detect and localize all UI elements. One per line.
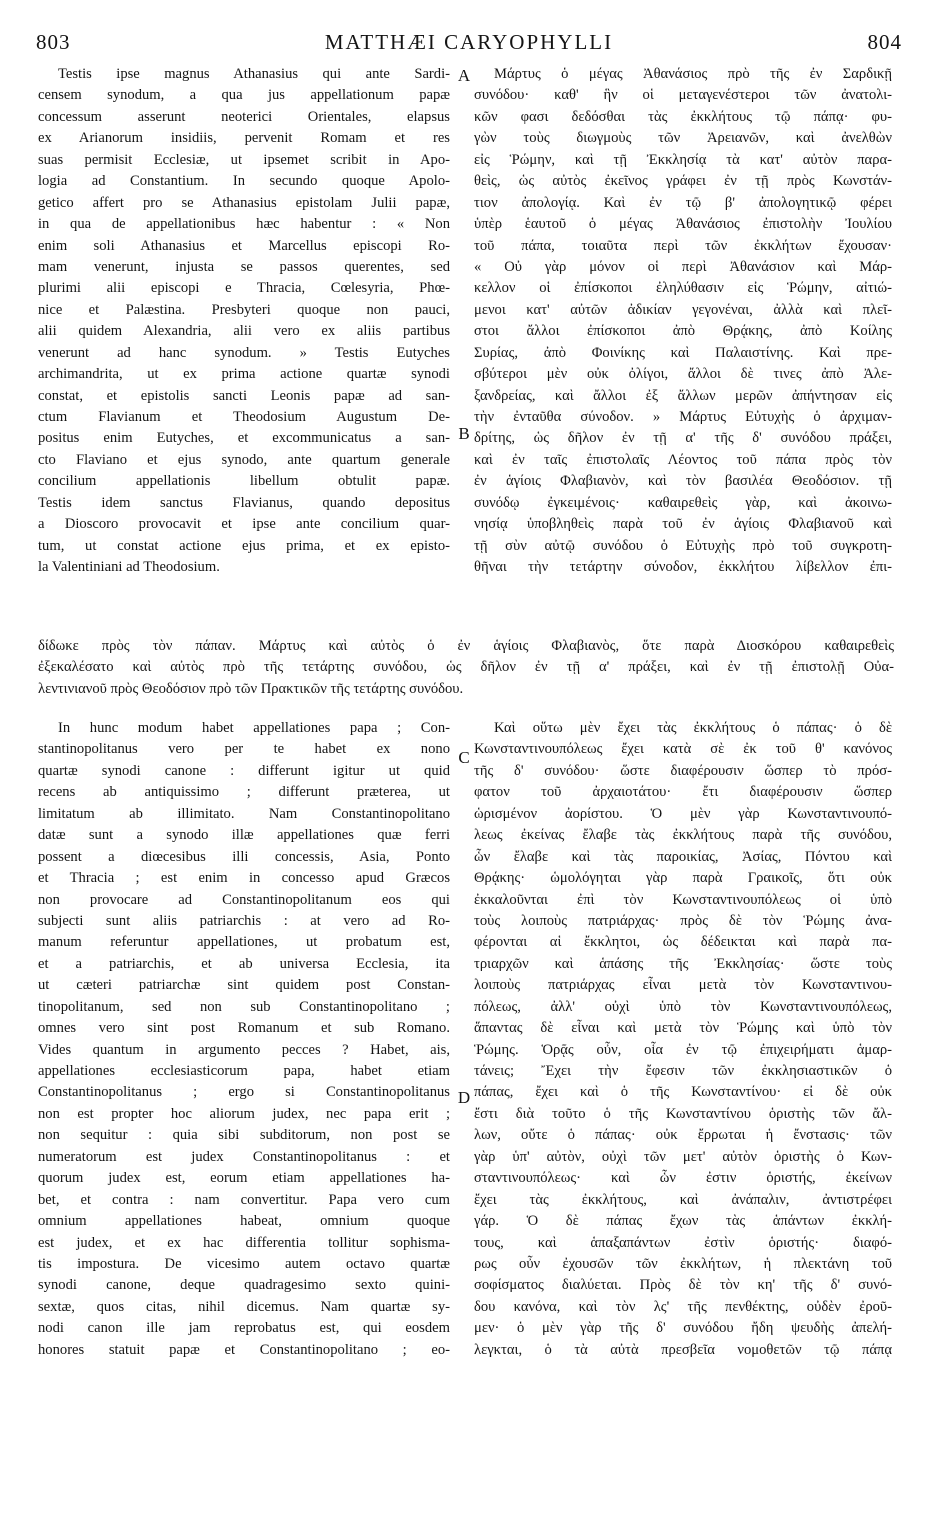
text-line: ἔχει τὰς ἐκκλήτους, καὶ ἀνάπαλιν, ἀντιστρέφει — [474, 1191, 892, 1208]
text-line: non sequitur : quia sibi subditorum, non post se — [38, 1127, 450, 1144]
text-line: θῆναι τὴν τετάρτην σύνοδον, ἐκκλήτου λίβελλον ἐπι- — [474, 559, 892, 576]
text-line: ut cæteri patriarchæ sint quidem post Constan- — [38, 977, 450, 994]
text-line: τὴν ἐνταῦθα σύνοδον. » Μάρτυς Εὐτυχὴς ὁ ἀρχιμαν- — [474, 409, 892, 425]
text-line: la Valentiniani ad Theodosium. — [38, 559, 220, 576]
text-line: concessum asserunt neoterici Orientales, elapsus — [38, 108, 450, 125]
text-line: ρως οὖν ἐχουσῶν τῶν ἐκκλήτων, ἡ πλεκτάνη τοῦ — [474, 1255, 892, 1272]
text-line: συνόδῳ ἐγκειμένοις· καθαιρεθεὶς γὰρ, καὶ ἀκοινω- — [474, 494, 892, 511]
text-line: καὶ ἐν ταῖς ἐπιστολαῖς Λέοντος τοῦ πάπα πρὸς τὸν — [474, 451, 892, 468]
text-line: φέρονται αἱ ἔκκλητοι, ὡς δέδεικται καὶ παρὰ πα- — [474, 934, 892, 951]
text-line: σβύτεροι μὲν οὐκ ὀλίγοι, ἄλλοι δὲ τινες ἀπὸ Ἀλε- — [474, 366, 892, 383]
text-line: φατον τοῦ ἀρχαιοτάτου· ἔτι διαφέρουσιν ὥσπερ — [474, 784, 892, 801]
text-line: tis impostura. De vicesimo autem octavo quartæ — [38, 1255, 450, 1272]
text-line: τοῦ πάπα, τοιαῦτα περὶ τῶν ἐκκλήτων ἔχουσαν· — [474, 237, 892, 254]
text-line: non est propter hoc aliorum judex, nec papa erit ; — [38, 1105, 450, 1122]
text-line: ἅπαντας δὲ εἶναι καὶ μετὰ τὸν Ῥώμης καὶ ὑπὸ τὸν — [474, 1020, 892, 1037]
text-line: a Dioscoro provocavit et ipse ante concilium quar- — [38, 516, 450, 533]
text-line: λεως ἐκείνας ἔλαβε τὰς ἐκκλήτους παρὰ τῆς συνόδου, — [474, 827, 892, 844]
text-line: venerunt ad hanc synodum. » Testis Eutyches — [38, 344, 450, 361]
text-line: σοφίσματος διαλύεται. Πρὸς δὲ τὸν κη' τῆς δ' συνό- — [474, 1277, 892, 1294]
text-line: positus enim Eutyches, et excommunicatus a san- — [38, 430, 450, 447]
text-line: manum referuntur appellationes, ut probatum est, — [38, 934, 450, 951]
text-line: omnes vero sint post Romanum et sub Romano. — [38, 1020, 450, 1037]
text-line: appellationes ecclesiasticorum papa, habet etiam — [38, 1063, 450, 1079]
text-line: concilium appellationis libellum obtulit papæ. — [38, 473, 450, 490]
text-line: τῆς δ' συνόδου· ὥστε διαφέρουσιν ὥσπερ τὸ πρόσ- — [474, 762, 892, 779]
page-header — [36, 30, 902, 58]
margin-marker-c: C — [458, 748, 470, 767]
text-line: sextæ, quos citas, nihil dicemus. Nam quartæ sy- — [38, 1298, 450, 1315]
text-line: Testis idem sanctus Flavianus, quando depositus — [38, 494, 450, 511]
text-line: τοὺς λοιποὺς πατριάρχας· πρὸς δὲ τὸν Ῥώμης ἀνα- — [474, 912, 892, 929]
text-line: censem synodum, a qua jus appellationum papæ — [38, 87, 450, 104]
text-line: non provocare ad Constantinopolitanum eos qui — [38, 891, 450, 908]
running-title: MATTHÆI CARYOPHYLLI — [324, 30, 614, 54]
text-line: τους, καὶ ἁπαξαπάντων ἐστὶν ὁριστής· διαφό- — [474, 1234, 892, 1251]
margin-marker-b: B — [458, 424, 470, 443]
text-line: synodi canone, deque quadragesimo sexto quini- — [38, 1277, 450, 1294]
text-line: Συρίας, ἀπὸ Φοινίκης καὶ Παλαιστίνης. Καὶ πρε- — [474, 344, 892, 361]
text-line: συνόδου· καθ' ἣν οἱ μεταγενέστεροι τῶν ἀνατολι- — [474, 87, 892, 104]
text-line: ὧν ἔλαβε καὶ τὰς παροικίας, Ἀσίας, Πόντου καὶ — [474, 848, 892, 865]
text-line: ξανδρείας, καὶ ἄλλοι ἐξ ἄλλων μερῶν ἀπήντησαν εἰς — [474, 387, 892, 404]
text-line: Μάρτυς ὁ μέγας Ἀθανάσιος πρὸ τῆς ἐν Σαρδικῇ — [494, 66, 892, 82]
right-page-number: 804 — [867, 30, 902, 54]
text-line: Κωνσταντινουπόλεως ἔχει κατὰ σὲ ἐκ τοῦ θ' κανόνος — [474, 741, 892, 758]
text-line: Vides quantum in argumento pecces ? Habet, ais, — [38, 1041, 450, 1058]
text-line: datæ sunt a synodo illæ appellationes quæ ferri — [38, 827, 450, 844]
text-line: λεντινιανοῦ πρὸς Θεοδόσιον πρὸ τῶν Πρακτικῶν τῆς τετάρτης συνόδου. — [38, 680, 464, 697]
text-line: quorum judex est, eorum etiam appellationes ha- — [38, 1170, 450, 1187]
text-line: δου κανόνα, καὶ τὸν λς' τῆς πενθέκτης, οὐδὲν ἐροῦ- — [474, 1298, 892, 1315]
margin-marker-a: A — [457, 66, 471, 85]
text-line: Testis ipse magnus Athanasius qui ante Sardi- — [58, 66, 450, 82]
text-line: πάπας, ἔχει καὶ ὁ τῆς Κωνσταντίνου· εἰ δὲ οὐκ — [474, 1084, 892, 1101]
text-line: tum, ut constat actione ejus prima, et ex episto- — [38, 537, 450, 554]
text-line: Θρᾴκης· ὡμολόγηται γὰρ παρὰ Γραικοῖς, ὅτι οὐκ — [474, 870, 892, 887]
text-line: νησίᾳ ὑποβληθεὶς παρὰ τοῦ ἐν ἁγίοις Φλαβιανοῦ καὶ — [474, 516, 892, 533]
text-line: ctum Flavianum et Theodosium Augustum De- — [38, 409, 450, 425]
text-line: κῶν φασι δεδόσθαι τὰς ἐκκλήτους τῷ πάπᾳ· φυ- — [474, 108, 892, 125]
text-line: omnium appellationes habeat, omnium quoque — [38, 1213, 450, 1230]
text-line: In hunc modum habet appellationes papa ; Con- — [58, 720, 450, 736]
text-line: θεὶς, ὡς αὐτὸς ἐκεῖνος γράφει ἐν τῇ πρὸς Κωνστάν- — [474, 173, 892, 190]
text-line: tinopolitanum, sed non sub Constantinopolitano ; — [38, 998, 450, 1015]
text-line: κελλον οἱ ἐπίσκοποι ἐληλύθασιν εἰς Ῥώμην, αἰτιώ- — [474, 280, 892, 297]
text-line: στοι ἄλλοι ἐπίσκοποι ἀπὸ Θρᾴκης, ἀπὸ Κοίλης — [474, 323, 892, 340]
greek-spanning-paragraph — [38, 636, 894, 700]
text-line: cto Flaviano et ejus synodo, ante quartum generale — [38, 451, 450, 468]
text-line: plurimi alii episcopi e Thracia, Cœlesyria, Phœ- — [38, 280, 450, 297]
text-line: γὼν τοὺς διωγμοὺς τῶν Ἀρειανῶν, καὶ ἀνελθὼν — [474, 130, 892, 147]
text-line: λων, οὔτε ὁ πάπας· οὐκ ἔρρωται ἡ ἔνστασις· τῶν — [474, 1127, 892, 1144]
text-line: δίδωκε πρὸς τὸν πάπαν. Μάρτυς καὶ αὐτὸς ὁ ἐν ἁγίοις Φλαβιανὸς, ὅτε παρὰ Διοσκόρου καθαιρεθεὶς — [38, 638, 894, 654]
text-line: nodi canon ille jam reprobatus est, qui eosdem — [38, 1320, 450, 1337]
text-line: δρίτης, ὡς δῆλον ἐν τῇ α' τῆς δ' συνόδου πράξει, — [474, 430, 892, 447]
text-line: stantinopolitanus vero per te habet ex nono — [38, 741, 450, 758]
text-line: « Οὐ γὰρ μόνον οἱ περὶ Ἀθανάσιον καὶ Μάρ- — [474, 258, 892, 275]
text-line: et a patriarchis, et ab universa Ecclesia, ita — [38, 955, 450, 972]
text-line: ἔστι διὰ τοῦτο ὁ τῆς Κωνσταντίνου ὁριστὴς τῶν ἄλ- — [474, 1105, 892, 1122]
text-line: archimandrita, ut ex prima actione quartæ synodi — [38, 366, 450, 383]
text-line: γάρ. Ὁ δὲ πάπας ἔχων τὰς ἁπάντων ἐκκλή- — [474, 1213, 892, 1230]
text-line: mam venerunt, injusta se passos querentes, sed — [38, 258, 450, 275]
text-line: getico affert pro se Athanasius epistolam Julii papæ, — [38, 194, 450, 211]
left-page-number: 803 — [36, 30, 71, 54]
greek-column-top — [474, 64, 892, 579]
text-line: possent a diœcesibus illi concessis, Asia, Ponto — [38, 848, 450, 865]
text-line: ἐκκαλοῦνται ἐπὶ τὸν Κωνσταντινουπόλεως οἱ ὑπὸ — [474, 891, 892, 908]
text-line: subjecti sunt aliis patriarchis : at vero ad Ro- — [38, 912, 450, 929]
text-line: ἐν ἁγίοις Φλαβιανὸν, καὶ τὸν βασιλέα Θεοδόσιον. τῇ — [474, 473, 892, 490]
text-line: ex Arianorum insidiis, pervenit Romam et res — [38, 130, 450, 147]
text-line: τριαρχῶν καὶ ἁπάσης τῆς Ἐκκλησίας· ὥστε τοὺς — [474, 955, 892, 972]
text-line: numeratorum est judex Constantinopolitanus : et — [38, 1148, 450, 1165]
text-line: ὡρισμένον ἀορίστου. Ὁ μὲν γὰρ Κωνσταντινουπό- — [474, 805, 892, 822]
text-line: suas permisit Ecclesiæ, ut ipsemet scribit in Apo- — [38, 151, 450, 168]
greek-column-bottom — [474, 718, 892, 1361]
text-line: γὰρ ὑπ' αὐτὸν, οὐχὶ τῶν μετ' αὐτὸν ὁριστὴς ὁ Κων- — [474, 1148, 892, 1165]
text-line: recens ab antiquissimo ; differunt præterea, ut — [38, 784, 450, 801]
text-line: alii quidem Alexandria, alii vero ex aliis partibus — [38, 323, 450, 340]
text-line: Ῥώμης. Ὁρᾷς οὖν, οἷα ἐν τῷ ἐπιχειρήματι ἁμαρ- — [474, 1041, 892, 1058]
latin-column-bottom — [38, 718, 450, 1361]
text-line: enim soli Athanasius et Marcellus episcopi Ro- — [38, 237, 450, 254]
text-line: τῇ σὺν αὐτῷ συνόδου ὁ Εὐτυχὴς πρὸ τοῦ συγκροτη- — [474, 537, 892, 554]
text-line: ὑπὲρ ἑαυτοῦ ὁ μέγας Ἀθανάσιος ἐπιστολὴν Ἰουλίου — [474, 216, 892, 233]
text-line: bet, et contra : nam convertitur. Papa vero cum — [38, 1191, 450, 1208]
text-line: et Thracia ; est enim in concesso apud Græcos — [38, 870, 450, 887]
text-line: in qua de appellationibus hæc habentur : « Non — [38, 216, 450, 233]
text-line: nice et Palæstina. Presbyteri quoque non pauci, — [38, 301, 450, 318]
text-line: μεν· ὁ μὲν γὰρ τῆς δ' συνόδου ἤδη ψευδὴς ἀπελή- — [474, 1320, 892, 1337]
text-line: ἐξεκαλέσατο καὶ αὐτὸς πρὸ τῆς τετάρτης συνόδου, ὡς δῆλον ἐν τῇ α' πράξει, καὶ ἐν τῇ ἐπιστολῇ Οὐα- — [38, 659, 894, 676]
text-line: τιον ἀπολογίᾳ. Καὶ ἐν τῷ β' ἀπολογητικῷ φέρει — [474, 194, 892, 211]
text-line: logia ad Constantium. In secundo quoque Apolo- — [38, 173, 450, 190]
text-line: λοιποὺς πατριάρχας εἶναι μετὰ τὸν Κωνσταντινου- — [474, 977, 892, 994]
text-line: σταντινουπόλεως· καὶ ὧν ἐστιν ὁριστής, ἐκείνων — [474, 1170, 892, 1187]
text-line: λεγκται, ὁ τὰ αὐτὰ πρεσβεῖα νομοθετῶν τῷ πάπᾳ — [474, 1341, 892, 1358]
text-line: μενοι κατ' αὐτῶν ἀδικίαν γεγονέναι, ἀλλὰ καὶ πλεῖ- — [474, 301, 892, 318]
text-line: τάνεις; Ἔχει τὴν ἔφεσιν τῶν ἐκκλησιαστικῶν ὁ — [474, 1063, 892, 1079]
text-line: quartæ synodi canone : differunt igitur ut quid — [38, 762, 450, 779]
margin-marker-d: D — [457, 1088, 471, 1107]
text-line: honores statuit papæ et Constantinopolitano ; eo- — [38, 1341, 450, 1358]
latin-column-top — [38, 64, 450, 579]
text-line: εἰς Ῥώμην, καὶ τῇ Ἐκκλησίᾳ τὰ κατ' αὐτὸν παρα- — [474, 151, 892, 168]
text-line: Καὶ οὕτω μὲν ἔχει τὰς ἐκκλήτους ὁ πάπας· ὁ δὲ — [494, 720, 892, 736]
text-line: constat, et epistolis sancti Leonis papæ ad san- — [38, 387, 450, 404]
text-line: est judex, et ex hac differentia tollitur sophisma- — [38, 1234, 450, 1251]
text-line: limitatum ab illimitato. Nam Constantinopolitano — [38, 805, 450, 822]
text-line: Constantinopolitanus ; ergo si Constantinopolitanus — [38, 1084, 450, 1101]
text-line: πόλεως, ἀλλ' οὐχὶ ὑπὸ τὸν Κωνσταντινουπόλεως, — [474, 998, 892, 1015]
